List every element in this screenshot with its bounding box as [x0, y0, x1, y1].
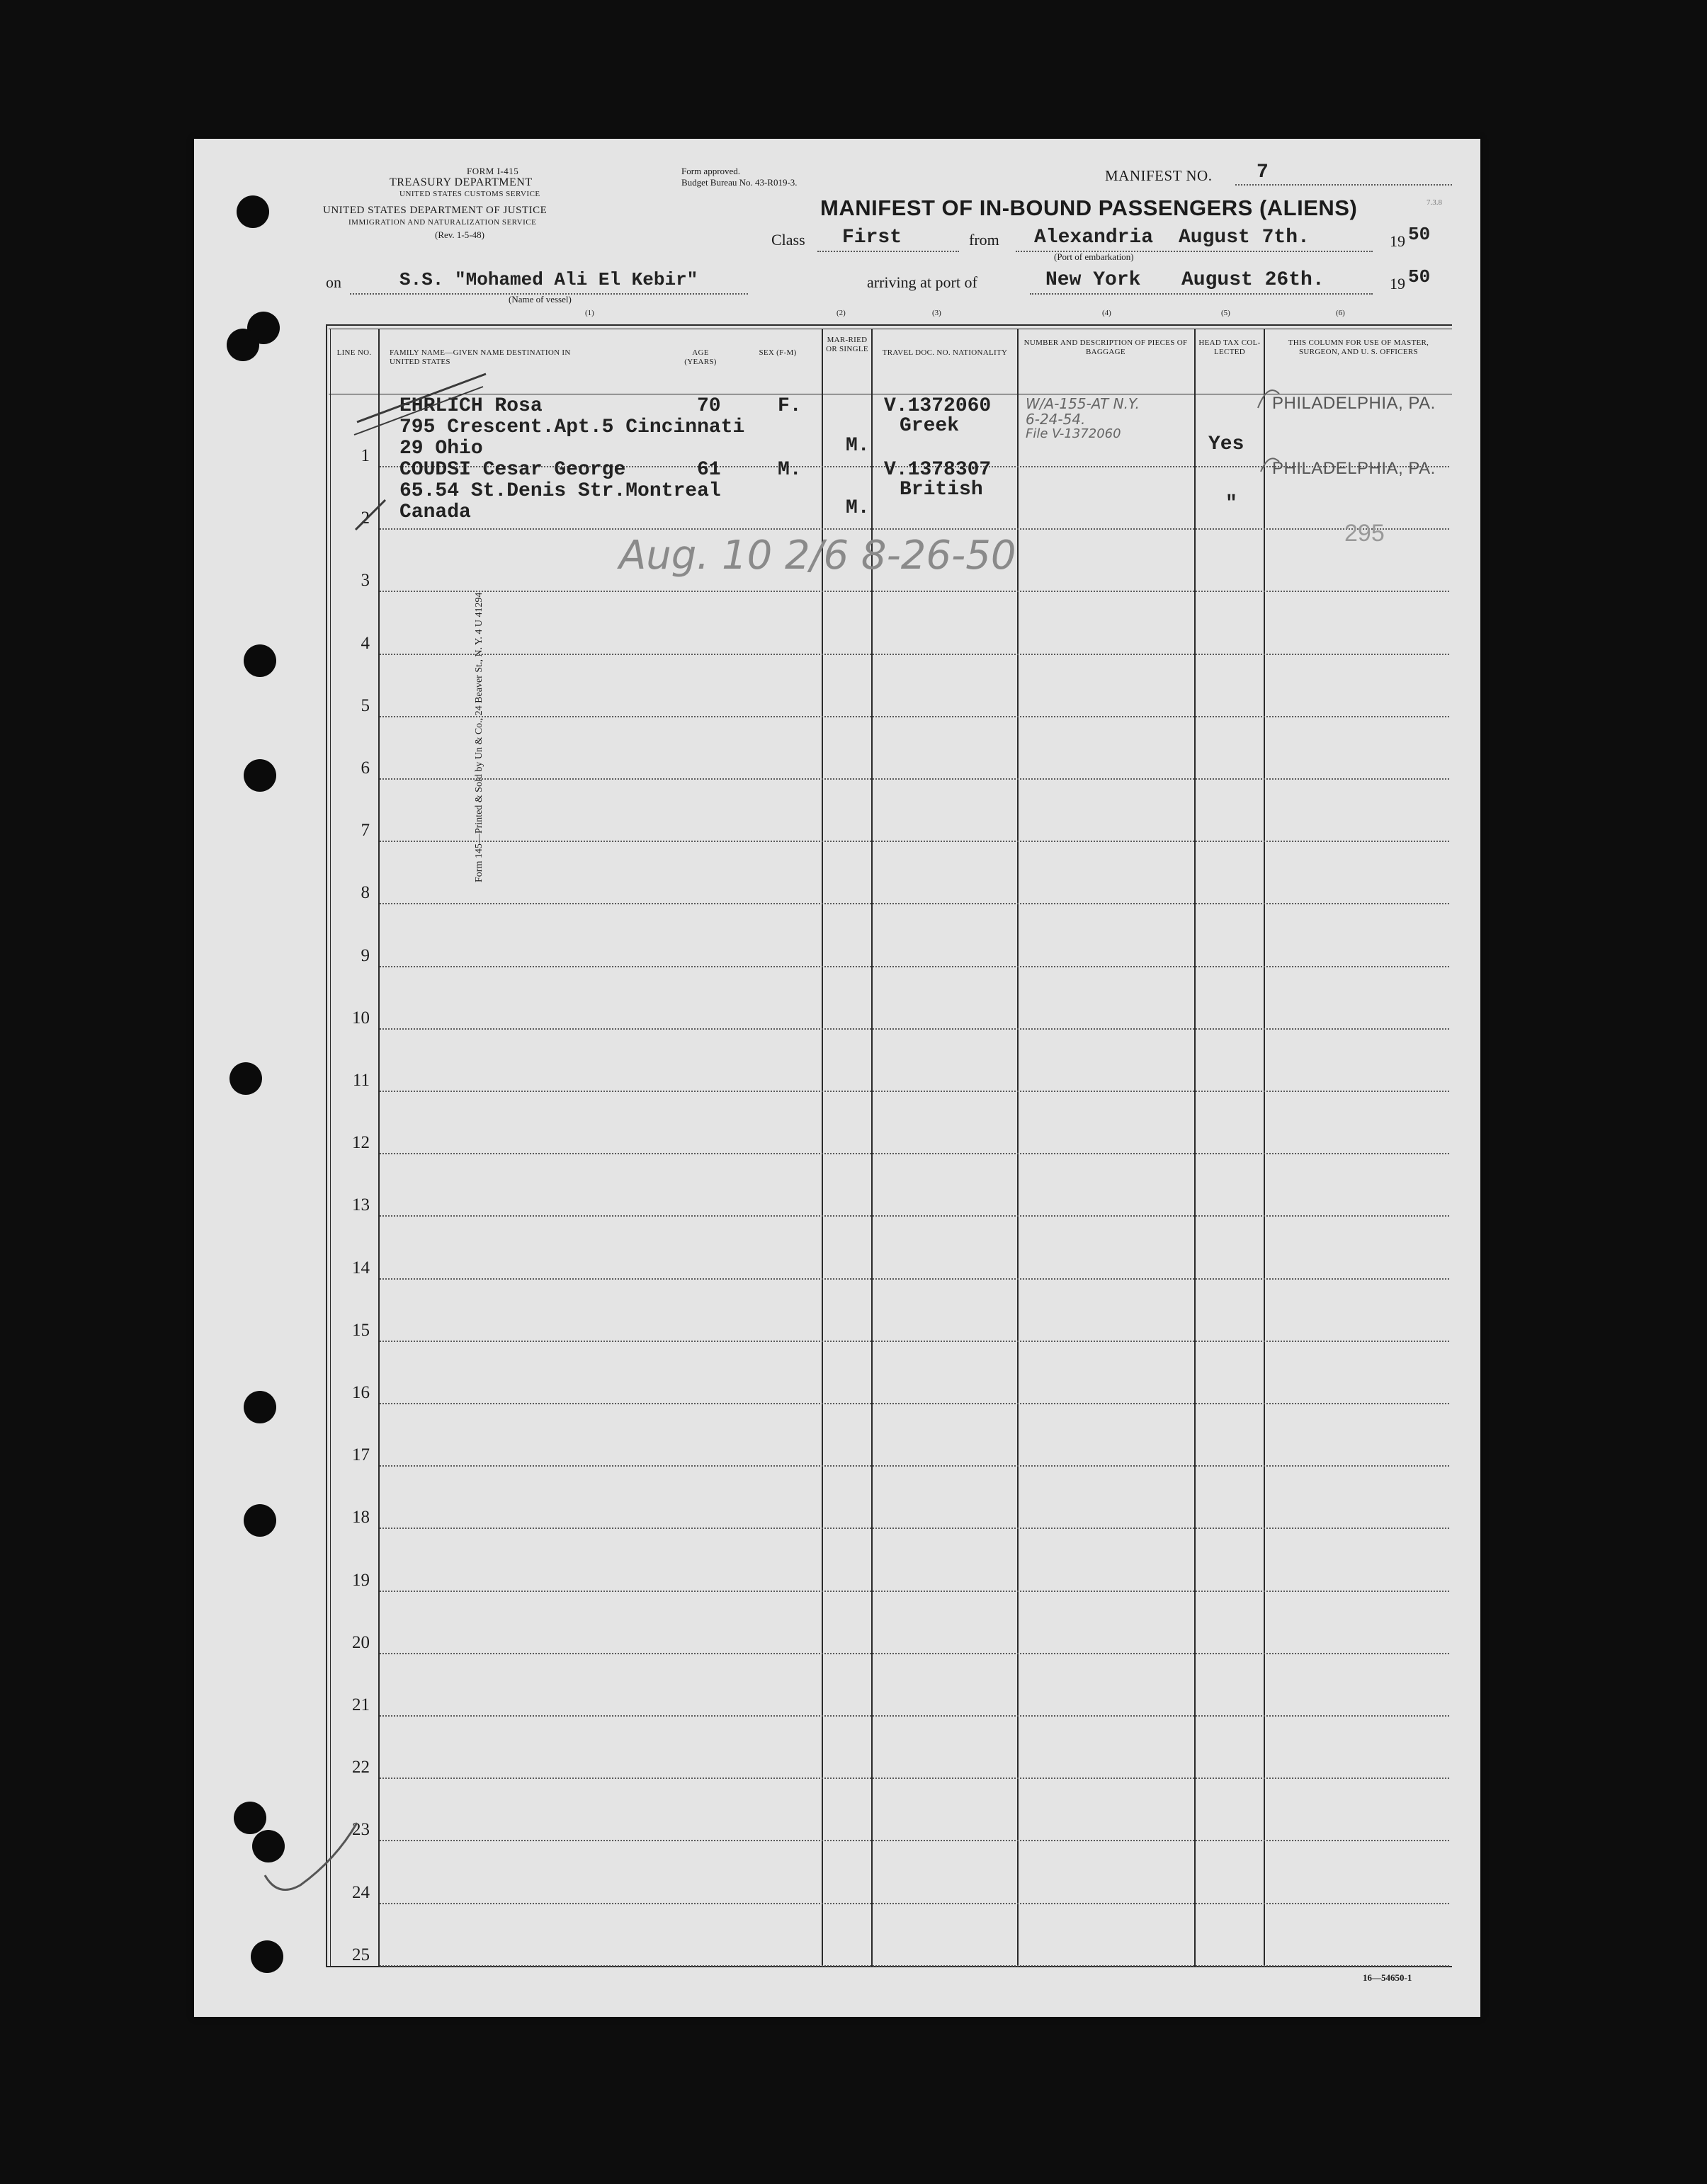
budget-bureau: Budget Bureau No. 43-R019-3. [681, 177, 798, 188]
line-number: 4 [361, 633, 370, 653]
passenger-1-sex: F. [778, 395, 802, 417]
class-label: Class [771, 231, 805, 249]
col-num-2: (2) [837, 309, 846, 317]
col-num-3: (3) [932, 309, 941, 317]
passenger-2-head-tax: " [1225, 493, 1237, 515]
arriving-label: arriving at port of [867, 273, 977, 291]
passenger-2-nationality: British [900, 479, 983, 501]
passenger-2-name: COUDSI Cesar George [399, 459, 626, 481]
page-title: MANIFEST OF IN-BOUND PASSENGERS (ALIENS) [820, 195, 1358, 220]
line-number: 5 [361, 695, 370, 715]
corner-mark: 7.3.8 [1427, 198, 1442, 207]
header-line-no: LINE NO. [336, 348, 372, 357]
passenger-2-age: 61 [697, 459, 721, 481]
port-embarkation: Alexandria [1034, 227, 1154, 249]
handwritten-annotation: Aug. 10 2/6 8-26-50 [619, 533, 1016, 579]
line-number: 19 [352, 1570, 370, 1590]
line-number: 14 [352, 1258, 370, 1278]
year1: 50 [1408, 224, 1431, 245]
line-number: 2 [361, 508, 370, 528]
line-number: 22 [352, 1758, 370, 1778]
stamp-number: 295 [1344, 520, 1385, 547]
header-baggage: NUMBER AND DESCRIPTION OF PIECES OF BAGGAGE [1023, 339, 1188, 356]
manifest-number: 7 [1257, 161, 1269, 183]
header-head-tax: HEAD TAX COL-LECTED [1198, 339, 1261, 356]
header-sex: SEX (F-M) [759, 348, 797, 357]
from-label: from [969, 231, 999, 249]
passenger-1-nationality: Greek [900, 415, 960, 437]
manifest-no-label: MANIFEST NO. [1105, 167, 1213, 184]
passenger-1-baggage-note3: File V-1372060 [1026, 426, 1121, 441]
form-code: 16—54650-1 [1363, 1972, 1412, 1983]
line-number: 13 [352, 1195, 370, 1215]
manifest-sheet [194, 139, 1480, 2017]
header-married: MAR-RIED OR SINGLE [826, 336, 868, 353]
line-number: 1 [361, 446, 370, 465]
port-arrival: New York [1045, 269, 1141, 291]
passenger-1-baggage-note1: W/A-155-AT N.Y. [1026, 395, 1140, 412]
passenger-1-name: EHRLICH Rosa [399, 395, 543, 417]
form-revision: (Rev. 1-5-48) [435, 229, 484, 240]
embark-date: August 7th. [1179, 227, 1310, 249]
pen-strokes [194, 139, 1480, 2017]
line-number: 16 [352, 1383, 370, 1402]
year2: 50 [1408, 266, 1431, 288]
on-label: on [326, 273, 341, 291]
passenger-1-dest1: 795 Crescent.Apt.5 Cincinnati [399, 416, 745, 438]
passenger-2-sex: M. [778, 459, 802, 481]
form-approved: Form approved. [681, 166, 741, 176]
year1-prefix: 19 [1390, 232, 1405, 250]
justice-dept: UNITED STATES DEPARTMENT OF JUSTICE [323, 205, 548, 216]
port-embark-caption: (Port of embarkation) [1054, 251, 1134, 262]
line-number: 10 [352, 1008, 370, 1028]
vessel-caption: (Name of vessel) [509, 294, 572, 305]
line-number: 21 [352, 1695, 370, 1714]
line-number: 25 [352, 1945, 370, 1964]
arrival-date: August 26th. [1181, 269, 1325, 291]
passenger-1-doc: V.1372060 [884, 395, 992, 417]
line-number: 20 [352, 1632, 370, 1652]
passenger-2-doc: V.1378307 [884, 459, 992, 481]
customs-service: UNITED STATES CUSTOMS SERVICE [399, 190, 540, 198]
passenger-2-dest1: 65.54 St.Denis Str.Montreal [399, 480, 721, 502]
passenger-1-official-stamp: PHILADELPHIA, PA. [1272, 394, 1436, 413]
line-number: 24 [352, 1882, 370, 1902]
immigration-service: IMMIGRATION AND NATURALIZATION SERVICE [348, 218, 537, 227]
col-num-6: (6) [1336, 309, 1345, 317]
line-number: 6 [361, 758, 370, 778]
passenger-2-official-stamp: PHILADELPHIA, PA. [1272, 459, 1436, 478]
vessel-name: S.S. "Mohamed Ali El Kebir" [399, 269, 698, 290]
header-age: AGE (YEARS) [684, 348, 717, 366]
line-number: 12 [352, 1133, 370, 1153]
header-officers: THIS COLUMN FOR USE OF MASTER, SURGEON, AND U. S. OFFICERS [1288, 339, 1429, 356]
passenger-1-married: M. [846, 435, 870, 457]
line-number: 9 [361, 945, 370, 965]
passenger-2-dest2: Canada [399, 501, 471, 523]
passenger-1-age: 70 [697, 395, 721, 417]
printer-side-text: Form 145—Printed & Sold by Un & Co., 24 Beaver St., N. Y. 4 U 41294 [474, 592, 484, 882]
col-num-5: (5) [1221, 309, 1230, 317]
header-travel-doc: TRAVEL DOC. NO. NATIONALITY [882, 348, 1008, 357]
passenger-1-head-tax: Yes [1208, 433, 1244, 455]
line-number: 23 [352, 1820, 370, 1840]
header-name-destination: FAMILY NAME—GIVEN NAME DESTINATION IN UNITED STATES [390, 348, 571, 366]
line-number: 11 [352, 1071, 370, 1090]
line-number: 8 [361, 883, 370, 903]
line-number: 3 [361, 571, 370, 591]
form-number: FORM I-415 [467, 166, 519, 176]
class-value: First [842, 227, 902, 249]
line-number: 7 [361, 821, 370, 841]
col-num-1: (1) [585, 309, 594, 317]
passenger-2-married: M. [846, 497, 870, 519]
line-number: 17 [352, 1445, 370, 1465]
line-number: 15 [352, 1320, 370, 1340]
col-num-4: (4) [1102, 309, 1111, 317]
year2-prefix: 19 [1390, 275, 1405, 292]
passenger-1-dest2: 29 Ohio [399, 438, 483, 460]
treasury-dept: TREASURY DEPARTMENT [390, 176, 533, 188]
line-number: 18 [352, 1508, 370, 1528]
passenger-1-baggage-note2: 6-24-54. [1026, 411, 1086, 428]
